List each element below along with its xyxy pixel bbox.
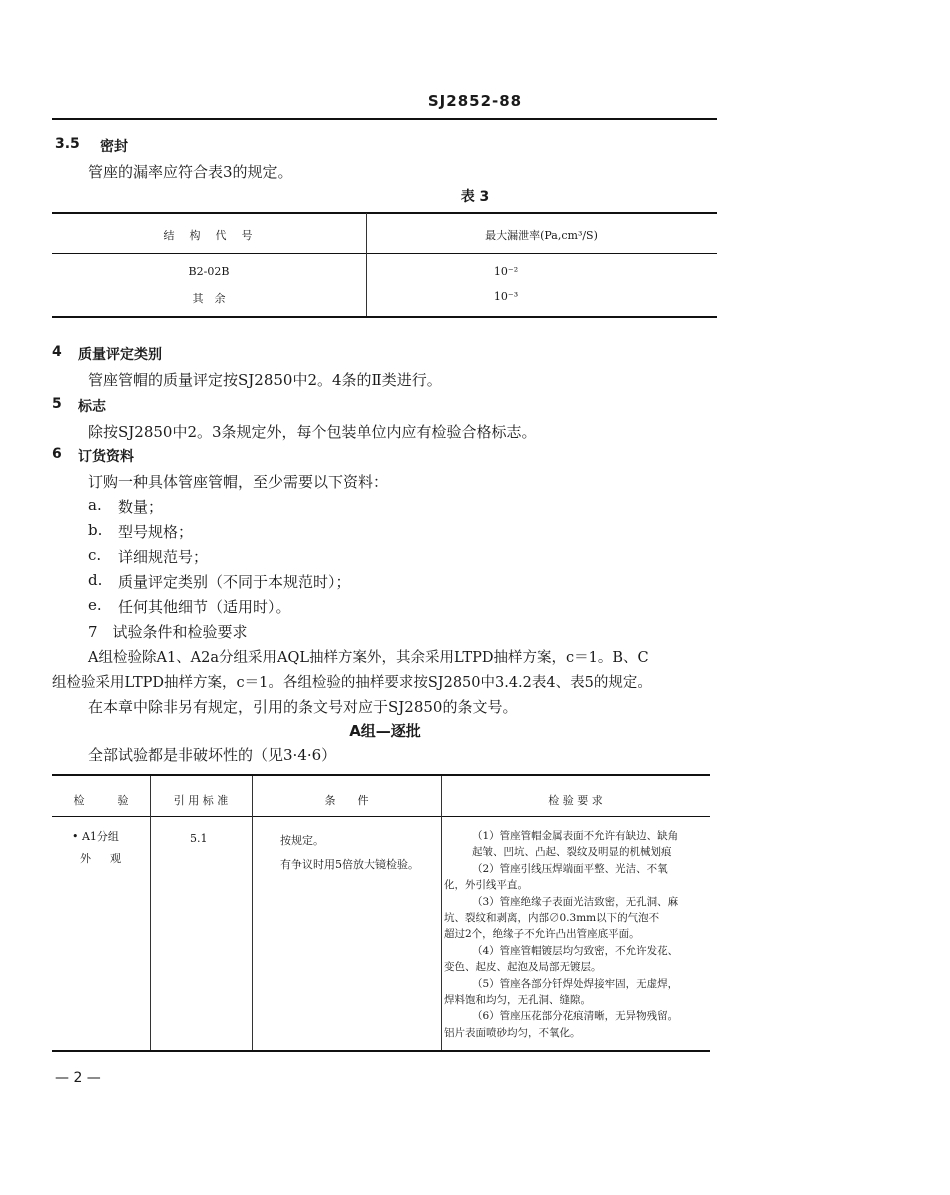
table-3-row-2-code: 其 余 <box>192 292 226 305</box>
requirement-line: 焊料饱和均匀，无孔洞、缝隙。 <box>444 994 591 1007</box>
requirement-line: 坑、裂纹和剥离，内部∅0.3mm以下的气泡不 <box>444 912 660 925</box>
section-4-title: 质量评定类别 <box>78 347 162 363</box>
requirement-line: 起皱、凹坑、凸起、裂纹及明显的机械划痕 <box>472 846 672 859</box>
group-a-table-divider-3 <box>441 776 442 1050</box>
group-a-header-condition: 条 件 <box>324 794 369 807</box>
requirement-line: （5）管座各部分钎焊处焊接牢固，无虚焊， <box>472 977 679 990</box>
document-code: SJ2852-88 <box>427 92 523 110</box>
group-a-note: 全部试验都是非破坏性的（见3·4·6） <box>88 746 337 764</box>
group-a-requirements <box>444 828 708 1041</box>
table-3-row-1-rate: 10⁻² <box>493 265 519 278</box>
section-4-number: 4 <box>52 344 62 360</box>
requirement-line: 超过2个，绝缘子不允许凸出管座底平面。 <box>444 928 640 941</box>
section-7-paragraph-2: 在本章中除非另有规定，引用的条文号对应于SJ2850的条文号。 <box>88 698 518 716</box>
table-3-row-2-rate: 10⁻³ <box>493 290 519 303</box>
requirement-line: （2）管座引线压焊端面平整、光洁、不氧 <box>472 862 668 875</box>
requirement-line: 铝片表面喷砂均匀，不氧化。 <box>444 1026 581 1039</box>
section-3-5-text: 管座的漏率应符合表3的规定。 <box>88 163 293 181</box>
section-6-number: 6 <box>52 446 62 462</box>
table-3-header-leak-rate: 最大漏泄率(Pa,cm³/S) <box>485 229 598 242</box>
section-7-paragraph-1-line-1: A组检验除A1、A2a分组采用AQL抽样方案外，其余采用LTPD抽样方案，c＝1。B、C <box>88 650 649 666</box>
table-3-header-structure-code: 结 构 代 号 <box>163 229 255 242</box>
section-7-paragraph-1-line-2: 组检验采用LTPD抽样方案，c＝1。各组检验的抽样要求按SJ2850中3.4.2表4、表5的规定。 <box>52 675 652 691</box>
table-3-caption: 表 3 <box>460 189 490 205</box>
group-a-table-divider-1 <box>150 776 151 1050</box>
section-6-title: 订货资料 <box>78 449 134 465</box>
section-7-title: 7 试验条件和检验要求 <box>88 623 248 641</box>
group-a-header-requirement: 检 验 要 求 <box>548 794 603 807</box>
group-a-table-bottom-rule <box>52 1050 710 1052</box>
list-item-a-text: 数量； <box>118 498 164 516</box>
group-a-header-test: 检 验 <box>73 794 129 807</box>
list-item-e-label: e. <box>88 596 102 614</box>
group-a-condition-line-1: 按规定。 <box>280 834 324 847</box>
section-3-5-title: 密封 <box>100 139 128 155</box>
list-item-e-text: 任何其他细节（适用时）。 <box>118 598 291 616</box>
page-number: — 2 — <box>55 1070 101 1086</box>
table-3-row-1-code: B2-02B <box>188 265 230 278</box>
section-6-intro: 订购一种具体管座管帽，至少需要以下资料： <box>88 473 389 491</box>
requirement-line: 化，外引线平直。 <box>444 879 528 892</box>
group-a-test-name: 外 观 <box>80 852 125 865</box>
requirement-line: （6）管座压花部分花痕清晰，无异物残留。 <box>472 1010 679 1023</box>
group-a-test-subgroup: • A1分组 <box>72 830 119 843</box>
table-3-bottom-rule <box>52 316 717 318</box>
list-item-b-text: 型号规格； <box>118 523 194 541</box>
group-a-table-divider-2 <box>252 776 253 1050</box>
list-item-d-text: 质量评定类别（不同于本规范时）； <box>118 573 351 591</box>
header-rule <box>52 118 717 120</box>
group-a-title: A组—逐批 <box>349 722 421 740</box>
section-5-title: 标志 <box>78 399 106 415</box>
section-3-5-number: 3.5 <box>55 136 80 152</box>
section-4-text: 管座管帽的质量评定按SJ2850中2。4条的Ⅱ类进行。 <box>88 371 442 389</box>
list-item-d-label: d. <box>88 571 103 589</box>
group-a-reference-value: 5.1 <box>190 832 208 845</box>
group-a-condition-line-2: 有争议时用5倍放大镜检验。 <box>280 858 419 871</box>
table-3-top-rule <box>52 212 717 214</box>
table-3-header-rule <box>52 253 717 254</box>
requirement-line: （4）管座管帽镀层均匀致密，不允许发花、 <box>472 944 679 957</box>
section-5-text: 除按SJ2850中2。3条规定外，每个包装单位内应有检验合格标志。 <box>88 423 537 441</box>
section-5-number: 5 <box>52 396 62 412</box>
list-item-a-label: a. <box>88 496 102 514</box>
list-item-c-label: c. <box>88 546 102 564</box>
requirement-line: 变色、起皮、起泡及局部无镀层。 <box>444 961 602 974</box>
requirement-line: （1）管座管帽金属表面不允许有缺边、缺角 <box>472 830 679 842</box>
list-item-b-label: b. <box>88 521 103 539</box>
group-a-header-reference: 引 用 标 准 <box>173 794 229 807</box>
requirement-line: （3）管座绝缘子表面光洁致密，无孔洞、麻 <box>472 895 679 908</box>
list-item-c-text: 详细规范号； <box>118 548 209 566</box>
